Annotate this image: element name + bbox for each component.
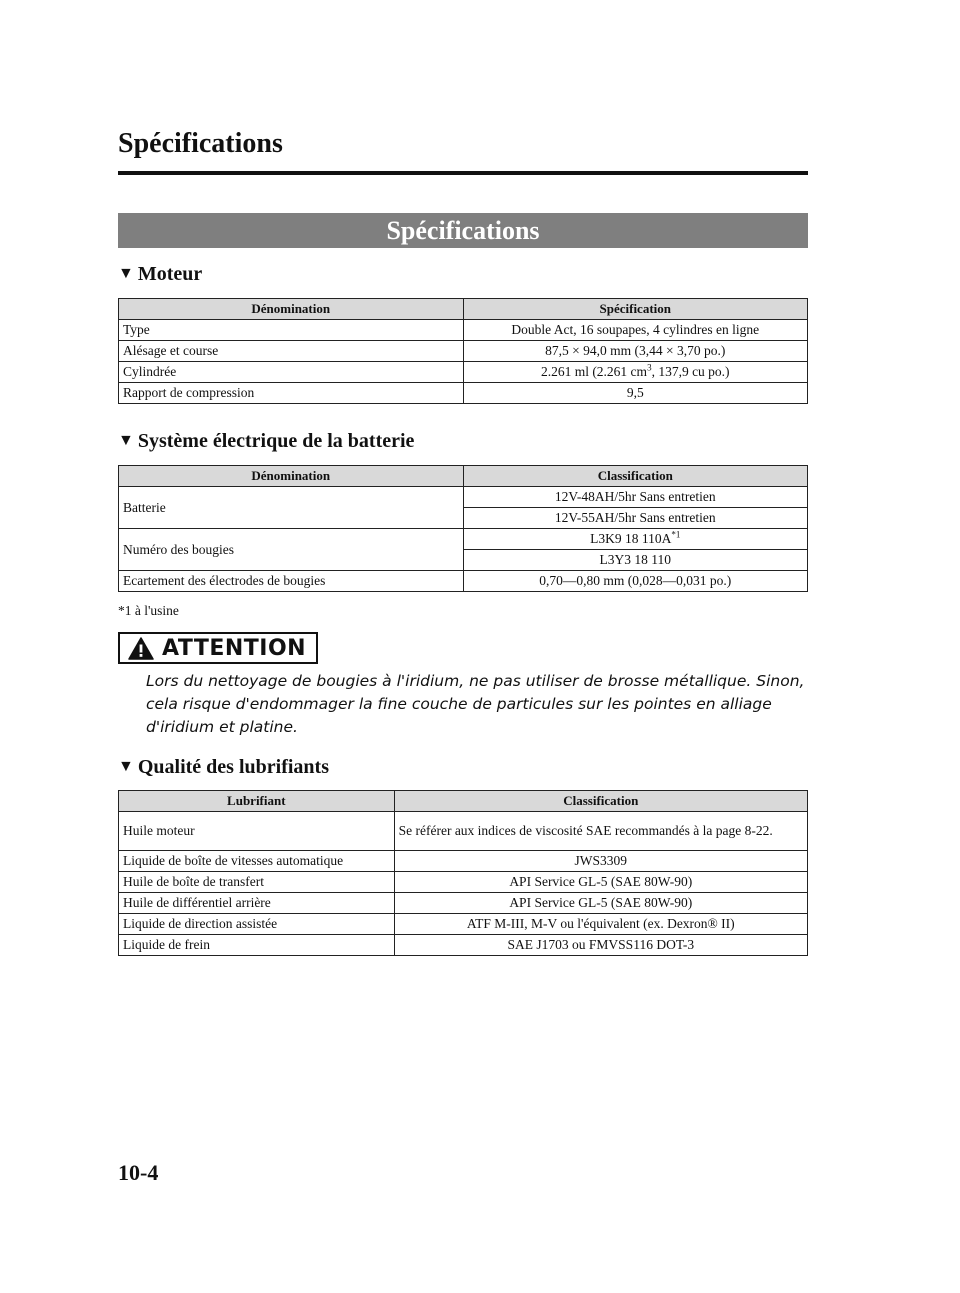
table-cell: Liquide de direction assistée	[119, 914, 395, 935]
table-cell: Rapport de compression	[119, 383, 464, 404]
table-row	[119, 320, 808, 341]
footnote-marker: *1	[671, 529, 681, 540]
table-cell: 0,70―0,80 mm (0,028―0,031 po.)	[463, 571, 808, 592]
cylindree-value-part: , 137,9 cu po.)	[651, 364, 730, 379]
table-row	[119, 529, 808, 550]
attention-box	[118, 632, 318, 664]
table-header-row	[119, 791, 808, 812]
attention-text: Lors du nettoyage de bougies à l'iridium, ne pas utiliser de brosse métallique. Sinon, cela risque d'endommager la fine couche de particules sur les pointes en alliage d'iridium et platine.	[146, 672, 805, 736]
table-row	[119, 914, 808, 935]
triangle-down-icon: ▼	[118, 431, 134, 449]
table-cell: 87,5 × 94,0 mm (3,44 × 3,70 po.)	[463, 341, 808, 362]
column-header: Dénomination	[119, 299, 464, 320]
table-cell: Liquide de frein	[119, 935, 395, 956]
table-cell	[463, 362, 808, 383]
lubrifiants-heading-text: Qualité des lubrifiants	[137, 756, 329, 778]
table-cell: Numéro des bougies	[119, 529, 464, 571]
table-cell: 12V-48AH/5hr Sans entretien	[463, 487, 808, 508]
column-header: Dénomination	[119, 466, 464, 487]
cylindree-value-part: 2.261 ml (2.261 cm	[540, 364, 648, 379]
warning-icon	[128, 637, 154, 660]
triangle-down-icon: ▼	[118, 264, 134, 282]
table-cell: Double Act, 16 soupapes, 4 cylindres en ligne	[463, 320, 808, 341]
attention-label: ATTENTION	[162, 635, 307, 661]
header-rule	[118, 171, 808, 175]
electrique-heading-text: Système électrique de la batterie	[137, 430, 415, 452]
table-cell	[463, 529, 808, 550]
footnote: *1 à l'usine	[118, 603, 179, 618]
table-cell: Ecartement des électrodes de bougies	[119, 571, 464, 592]
table-cell: 12V-55AH/5hr Sans entretien	[463, 508, 808, 529]
table-row	[119, 851, 808, 872]
column-header: Classification	[394, 791, 807, 812]
table-cell: API Service GL-5 (SAE 80W-90)	[394, 872, 807, 893]
table-cell: API Service GL-5 (SAE 80W-90)	[394, 893, 807, 914]
chapter-title: Spécifications	[118, 128, 283, 159]
superscript: 3	[647, 362, 652, 373]
table-cell: Cylindrée	[119, 362, 464, 383]
table-cell: Liquide de boîte de vitesses automatique	[119, 851, 395, 872]
table-cell: Huile de différentiel arrière	[119, 893, 395, 914]
moteur-heading-text: Moteur	[137, 263, 203, 285]
table-row	[119, 571, 808, 592]
table-header-row	[119, 466, 808, 487]
table-cell: Alésage et course	[119, 341, 464, 362]
table-cell: Se référer aux indices de viscosité SAE recommandés à la page 8-22.	[394, 812, 807, 851]
table-cell: Batterie	[119, 487, 464, 529]
table-row	[119, 341, 808, 362]
table-row	[119, 383, 808, 404]
table-row	[119, 935, 808, 956]
table-cell: Huile moteur	[119, 812, 395, 851]
column-header: Classification	[463, 466, 808, 487]
lubrifiants-table	[118, 790, 808, 956]
table-row	[119, 812, 808, 851]
table-row	[119, 362, 808, 383]
column-header: Lubrifiant	[119, 791, 395, 812]
column-header: Spécification	[463, 299, 808, 320]
section-banner: Spécifications	[118, 213, 808, 248]
electrique-table	[118, 465, 808, 592]
triangle-down-icon: ▼	[118, 757, 134, 775]
table-row	[119, 893, 808, 914]
table-cell: ATF M-III, M-V ou l'équivalent (ex. Dexron® II)	[394, 914, 807, 935]
table-cell: Huile de boîte de transfert	[119, 872, 395, 893]
table-row	[119, 487, 808, 508]
page-number: 10-4	[118, 1160, 159, 1185]
moteur-heading	[118, 263, 202, 286]
table-row	[119, 872, 808, 893]
table-cell: JWS3309	[394, 851, 807, 872]
electrique-heading	[118, 430, 414, 453]
table-cell: 9,5	[463, 383, 808, 404]
lubrifiants-heading	[118, 756, 329, 779]
table-cell: Type	[119, 320, 464, 341]
table-cell: SAE J1703 ou FMVSS116 DOT-3	[394, 935, 807, 956]
table-header-row	[119, 299, 808, 320]
bougie-value: L3K9 18 110A	[590, 531, 672, 546]
moteur-table	[118, 298, 808, 404]
table-cell: L3Y3 18 110	[463, 550, 808, 571]
